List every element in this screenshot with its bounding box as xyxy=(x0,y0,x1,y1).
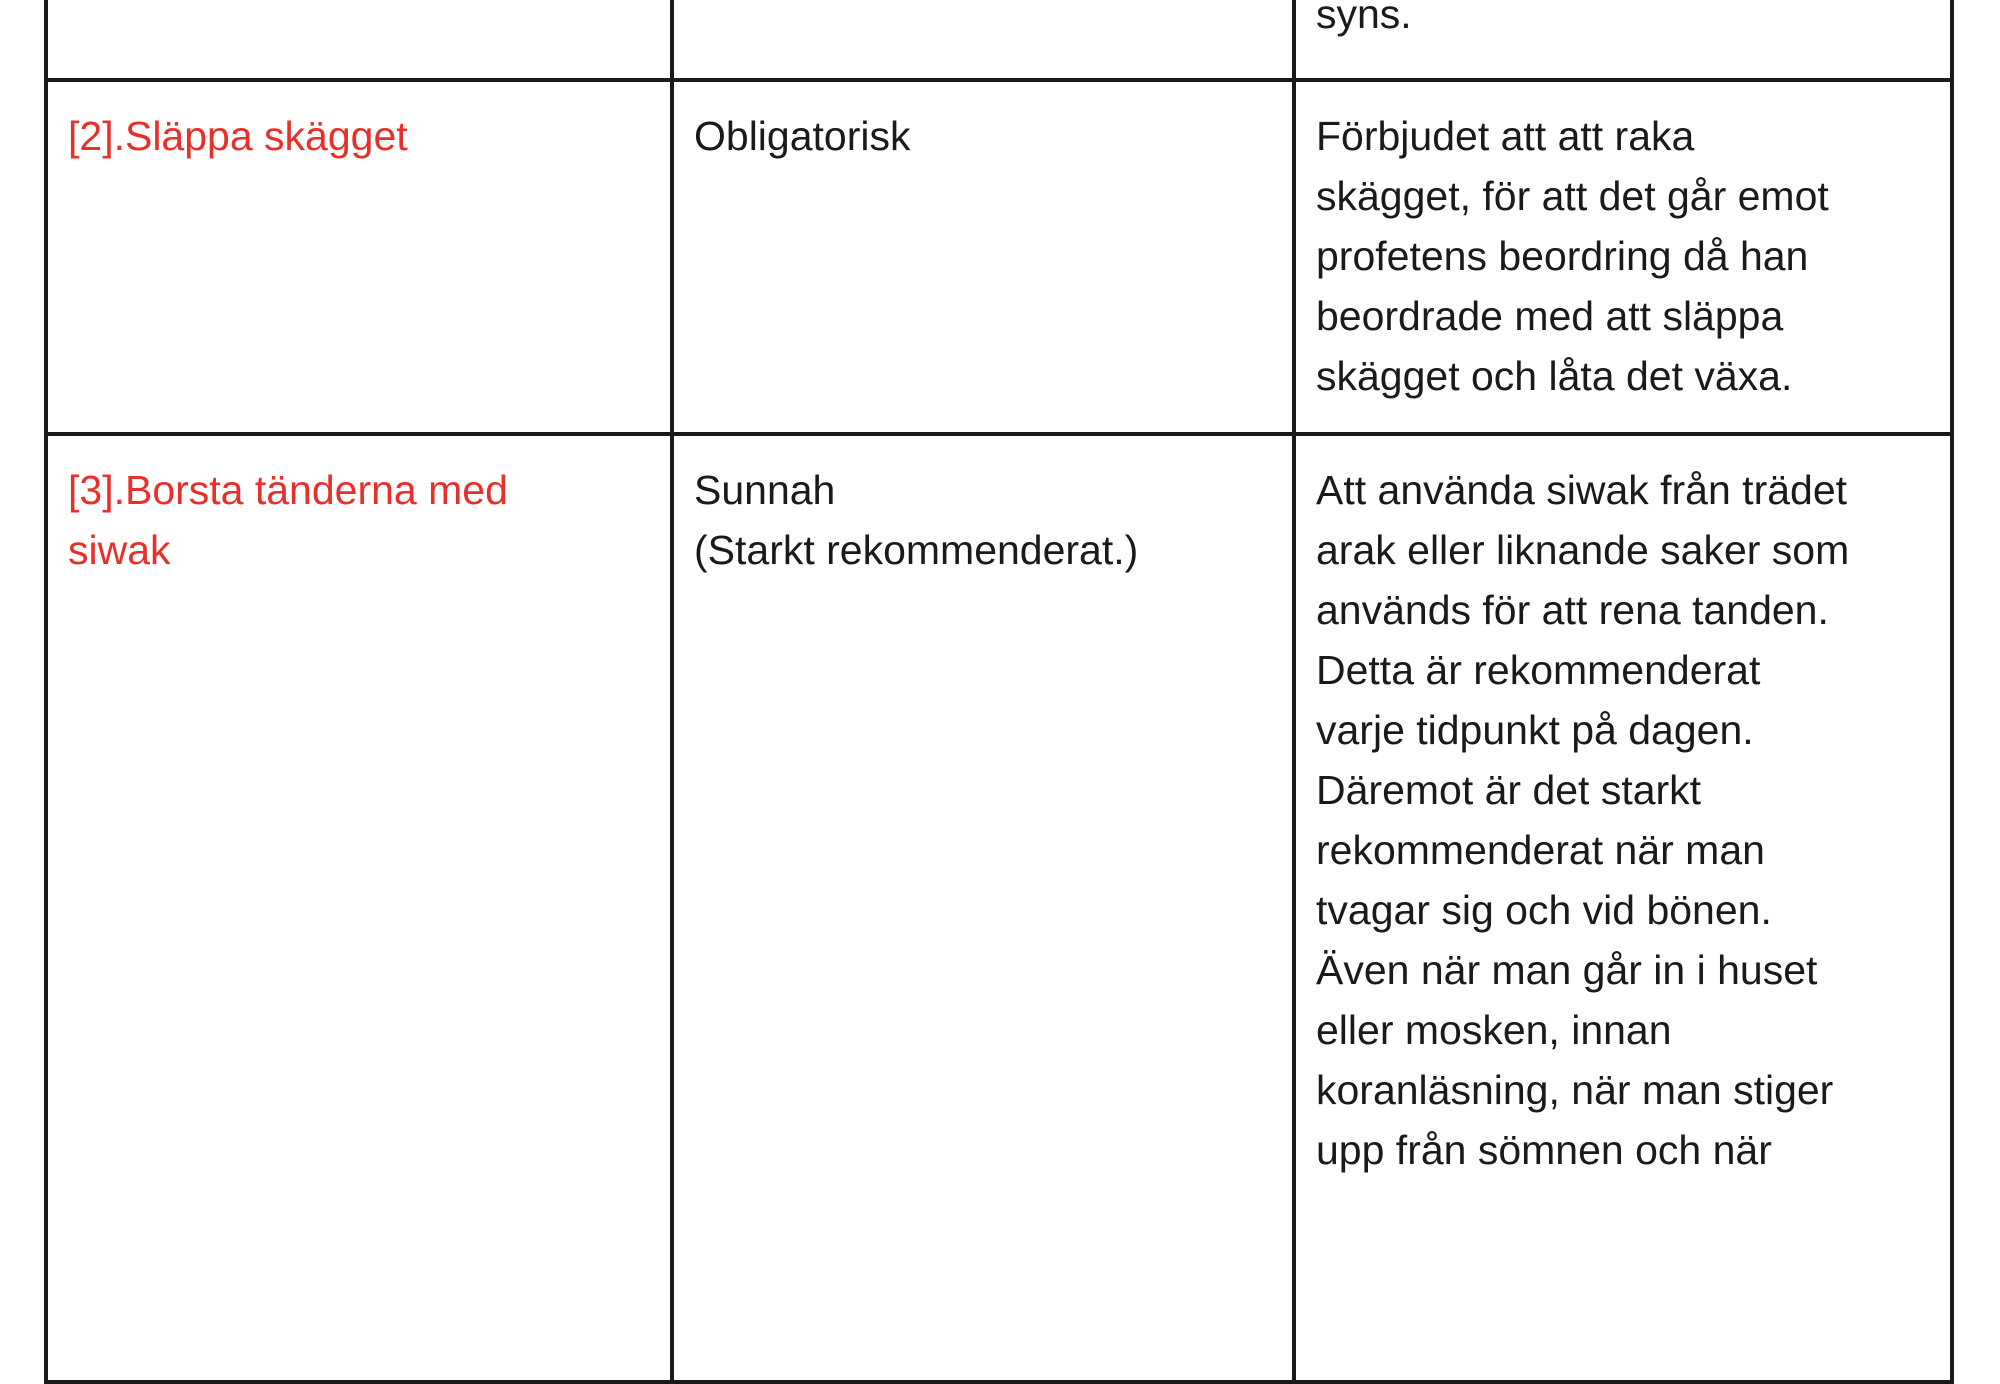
ruling-text: Obligatorisk xyxy=(694,113,911,159)
ruling-cell xyxy=(672,434,1294,1382)
topic-text: [2].Släppa skägget xyxy=(68,113,408,159)
description-cell xyxy=(1294,80,1952,434)
description-text: Förbjudet att att raka skägget, för att det går emot profetens beordring då han beordrade med att släppa skägget och låta det växa. xyxy=(1316,113,1829,399)
description-text: Att använda siwak från trädet arak eller liknande saker som används för att rena tanden. Detta är rekommenderat varje tidpunkt på dagen. Däremot är det starkt rekommenderat när man tvagar sig och vid bönen. Även när man går in i huset eller mosken, innan koranläsning, när man stiger upp från sömnen och när xyxy=(1316,467,1850,1173)
table-row xyxy=(46,434,1952,1382)
ruling-cell xyxy=(672,0,1294,80)
topic-cell xyxy=(46,80,672,434)
description-cell xyxy=(1294,434,1952,1382)
ruling-text: Sunnah (Starkt rekommenderat.) xyxy=(694,467,1139,573)
topic-cell xyxy=(46,434,672,1382)
topic-text: [3].Borsta tänderna med siwak xyxy=(68,467,508,573)
table-row xyxy=(46,0,1952,80)
description-cell xyxy=(1294,0,1952,80)
rules-table xyxy=(44,0,1954,1384)
ruling-cell xyxy=(672,80,1294,434)
topic-cell xyxy=(46,0,672,80)
table-row xyxy=(46,80,1952,434)
description-text: syns. xyxy=(1316,0,1412,37)
